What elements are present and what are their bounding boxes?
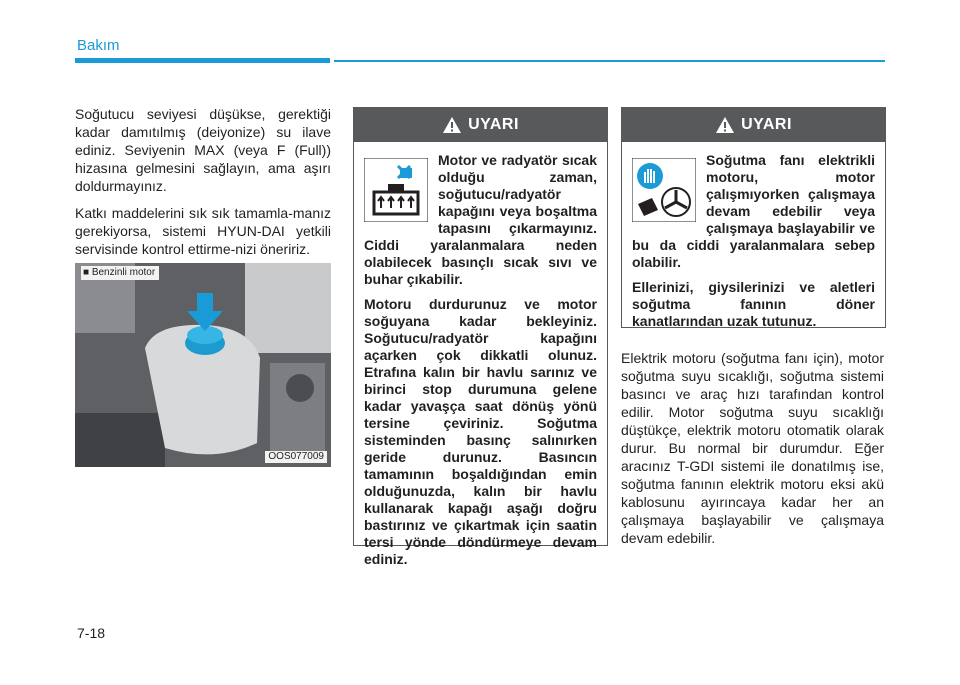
warning-title: UYARI xyxy=(468,116,519,133)
warning-header xyxy=(354,108,607,142)
section-title: Bakım xyxy=(77,37,120,54)
fan-hand-stop-icon xyxy=(632,158,696,222)
left-column xyxy=(75,105,331,267)
warning-paragraph: Soğutma fanı elektrikli motoru, motor çalışmıyorken çalışmaya devam edebilir veya çalışmaya başlayabilir ve bu da ciddi yaralanmalara sebep olabilir. xyxy=(632,152,875,270)
warning-body xyxy=(622,142,885,346)
figure-code: OOS077009 xyxy=(265,451,327,463)
right-column xyxy=(621,349,884,556)
warning-triangle-icon xyxy=(715,116,735,134)
warning-body xyxy=(354,142,607,584)
warning-title: UYARI xyxy=(741,116,792,133)
engine-illustration xyxy=(75,263,331,467)
warning-paragraph: Ellerinizi, giysilerinizi ve aletleri soğutma fanının döner kanatlarından uzak tutunuz. xyxy=(632,279,875,329)
paragraph: Elektrik motoru (soğutma fanı için), motor soğutma suyu sıcaklığı, soğutma sistemi basıncı ve araç hızı tarafından kontrol edilir. Motor soğutma suyu sıcaklığı düştükçe, elektrik motoru otomatik olarak durur. Bu normal bir durumdur. Eğer aracınız T-GDI sistemi ile donatılmış ise, soğutma fanının elektrik motoru eksi akü kablosunu ayırıncaya kadar her an çalışmaya başlayabilir ve çalışmaya devam edebilir. xyxy=(621,350,884,546)
warning-paragraph: Motoru durdurunuz ve motor soğuyana kadar bekleyiniz. Soğutucu/radyatör kapağını açarken çok dikkatli olunuz. Etrafına kalın bir havlu sarınız ve birinci stop durumuna gelene kadar yavaşça saat dönüş yönü tersine çeviriniz. Soğutma sisteminden basınç salınırken geride durunuz. Basıncın tamamının boşaldığından emin olduğunuzda, kalın bir havlu kullanarak kapağı aşağı doğru bastırınız ve çıkartmak için saatin tersi yönde döndürmeye devam ediniz. xyxy=(364,296,597,567)
paragraph: Katkı maddelerini sık sık tamamla-manız gerekiyorsa, sistemi HYUN-DAI yetkili servisinde kontrol ettirme-nizi öneririz. xyxy=(75,205,331,257)
header-rule-thick xyxy=(75,58,330,63)
figure-caption: ■ Benzinli motor xyxy=(81,266,159,280)
warning-box-fan xyxy=(621,107,886,328)
header-rule-thin xyxy=(334,60,885,62)
radiator-cap-hot-icon xyxy=(364,158,428,222)
warning-box-radiator xyxy=(353,107,608,567)
engine-photo xyxy=(75,263,331,467)
warning-triangle-icon xyxy=(442,116,462,134)
warning-paragraph: Motor ve radyatör sıcak olduğu zaman, soğutucu/radyatör kapağını veya boşaltma tapasını çıkarmayınız. Ciddi yaralanmalara neden olabilecek basınçlı sıcak sıvı ve buhar çıkabilir. xyxy=(364,152,597,287)
paragraph: Soğutucu seviyesi düşükse, gerektiği kadar damıtılmış (deiyonize) su ilave ediniz. Seviyenin MAX (veya F (Full)) hizasına gelmesini sağlayın, ama aşırı doldurmayınız. xyxy=(75,106,331,194)
page-number: 7-18 xyxy=(77,625,106,641)
warning-header xyxy=(622,108,885,142)
